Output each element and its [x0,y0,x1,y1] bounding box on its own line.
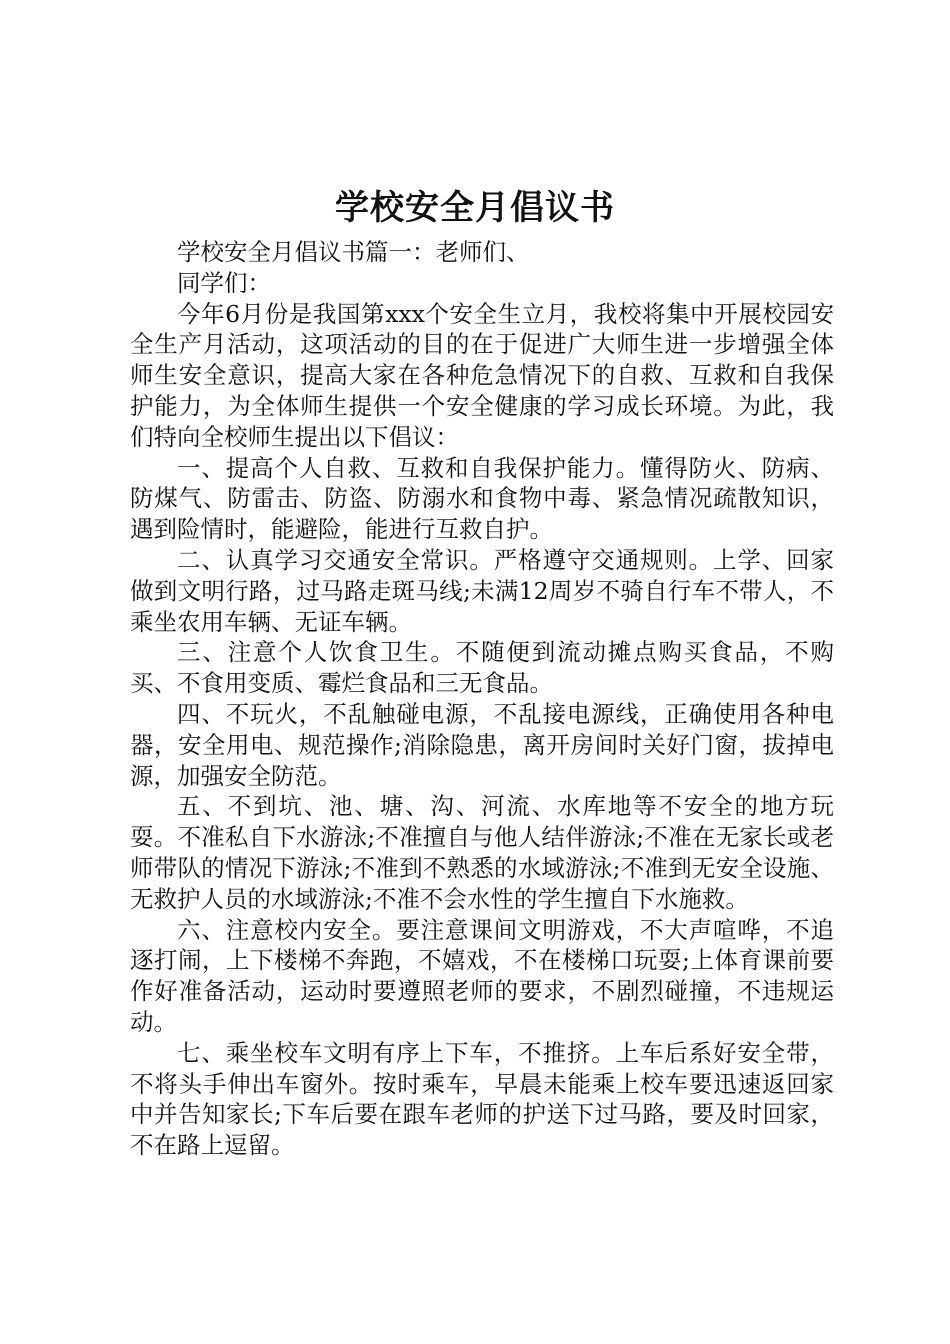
document-body [130,237,834,1161]
paragraph: 二、认真学习交通安全常识。严格遵守交通规则。上学、回家做到文明行路，过马路走斑马线;未满12周岁不骑自行车不带人，不乘坐农用车辆、无证车辆。 [130,545,834,636]
paragraph: 今年6月份是我国第xxx个安全生立月，我校将集中开展校园安全生产月活动，这项活动的目的在于促进广大师生进一步增强全体师生安全意识，提高大家在各种危急情况下的自救、互救和自我保护能力，为全体师生提供一个安全健康的学习成长环境。为此，我们特向全校师生提出以下倡议： [130,299,834,451]
paragraph: 四、不玩火，不乱触碰电源，不乱接电源线，正确使用各种电器，安全用电、规范操作;消除隐患，离开房间时关好门窗，拔掉电源，加强安全防范。 [130,699,834,790]
paragraph: 五、不到坑、池、塘、沟、河流、水库地等不安全的地方玩耍。不准私自下水游泳;不准擅自与他人结伴游泳;不准在无家长或老师带队的情况下游泳;不准到不熟悉的水域游泳;不准到无安全设施、无救护人员的水域游泳;不准不会水性的学生擅自下水施救。 [130,792,834,913]
intro-line: 同学们： [177,268,271,297]
document-title: 学校安全月倡议书 [335,188,615,228]
paragraph: 七、乘坐校车文明有序上下车，不推挤。上车后系好安全带，不将头手伸出车窗外。按时乘车，早晨未能乘上校车要迅速返回家中并告知家长;下车后要在跟车老师的护送下过马路，要及时回家，不在路上逗留。 [130,1038,834,1160]
paragraph: 六、注意校内安全。要注意课间文明游戏，不大声喧哗，不追逐打闹，上下楼梯不奔跑，不嬉戏，不在楼梯口玩耍;上体育课前要作好准备活动，运动时要遵照老师的要求，不剧烈碰撞，不违规运动。 [130,915,834,1036]
paragraph: 三、注意个人饮食卫生。不随便到流动摊点购买食品，不购买、不食用变质、霉烂食品和三无食品。 [130,638,834,698]
paragraph: 一、提高个人自救、互救和自我保护能力。懂得防火、防病、防煤气、防雷击、防盗、防溺水和食物中毒、紧急情况疏散知识，遇到险情时，能避险，能进行互救自护。 [130,453,834,544]
intro-line: 学校安全月倡议书篇一：老师们、 [177,238,530,266]
